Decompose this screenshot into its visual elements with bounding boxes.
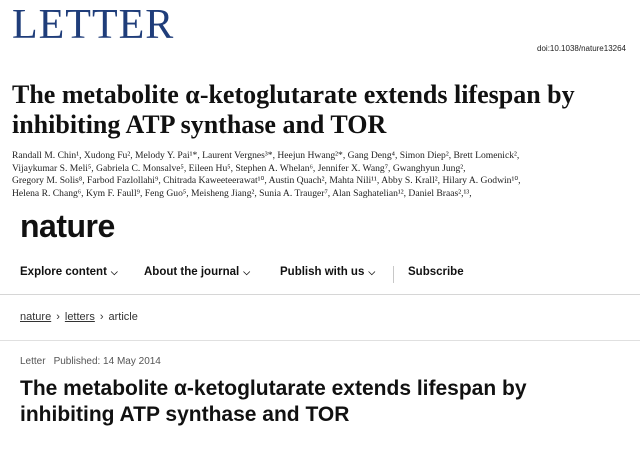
breadcrumb [20, 311, 138, 323]
breadcrumb-separator: › [56, 311, 60, 323]
nav-about-label: About the journal [144, 266, 240, 278]
breadcrumb-nature[interactable]: nature [20, 311, 52, 323]
article-type: Letter [20, 356, 46, 367]
letter-heading: LETTER [12, 2, 175, 48]
breadcrumb-letters[interactable]: letters [64, 311, 95, 323]
nav-publish-label: Publish with us [280, 266, 365, 278]
chevron-down-icon: ⌵ [243, 267, 251, 277]
chevron-down-icon: ⌵ [368, 267, 376, 277]
breadcrumb-current: article [108, 311, 138, 323]
author-line: Vijaykumar S. Meli⁵, Gabriela C. Monsalve⁵, Eileen Hu⁵, Stephen A. Whelan⁶, Jennifer X. Wang⁷, Gwanghyun Jung², [12, 162, 466, 174]
author-list [12, 150, 627, 200]
nav-explore-content[interactable] [20, 266, 118, 278]
paper-title: The metabolite α-ketoglutarate extends lifespan by inhibiting ATP synthase and TOR [12, 80, 575, 139]
main-navbar [0, 254, 640, 295]
article-title: The metabolite α-ketoglutarate extends lifespan by inhibiting ATP synthase and TOR [20, 377, 527, 426]
doi-label: doi:10.1038/nature13264 [537, 44, 626, 53]
article-meta [20, 356, 161, 367]
section-divider [0, 340, 640, 341]
nature-web-page [0, 204, 640, 450]
author-line: Randall M. Chin¹, Xudong Fu², Melody Y. Pai¹*, Laurent Vergnes³*, Heejun Hwang²*, Gang Deng⁴, Simon Diep², Brett Lomenick², [12, 150, 520, 161]
nav-about-journal[interactable] [144, 266, 250, 278]
nav-publish-with-us[interactable] [280, 266, 375, 278]
nature-logo[interactable]: nature [20, 208, 115, 244]
nav-subscribe[interactable]: Subscribe [408, 266, 464, 278]
paper-excerpt [0, 0, 640, 208]
nav-divider [393, 266, 394, 283]
published-date: Published: 14 May 2014 [53, 356, 161, 367]
breadcrumb-separator: › [99, 311, 104, 323]
author-line: Helena R. Chang⁶, Kym F. Faull⁹, Feng Guo⁵, Meisheng Jiang², Sunia A. Trauger⁷, Alan Saghatelian¹², Daniel Braas²,¹³, [12, 187, 472, 199]
author-line: Gregory M. Solis⁸, Farbod Fazlollahi⁹, Chitrada Kaweeteerawat¹⁰, Austin Quach², Mahta Nili¹¹, Abby S. Krall², Hilary A. Godwin¹⁰, [12, 175, 521, 187]
nav-explore-label: Explore content [20, 266, 107, 278]
chevron-down-icon: ⌵ [110, 267, 118, 277]
